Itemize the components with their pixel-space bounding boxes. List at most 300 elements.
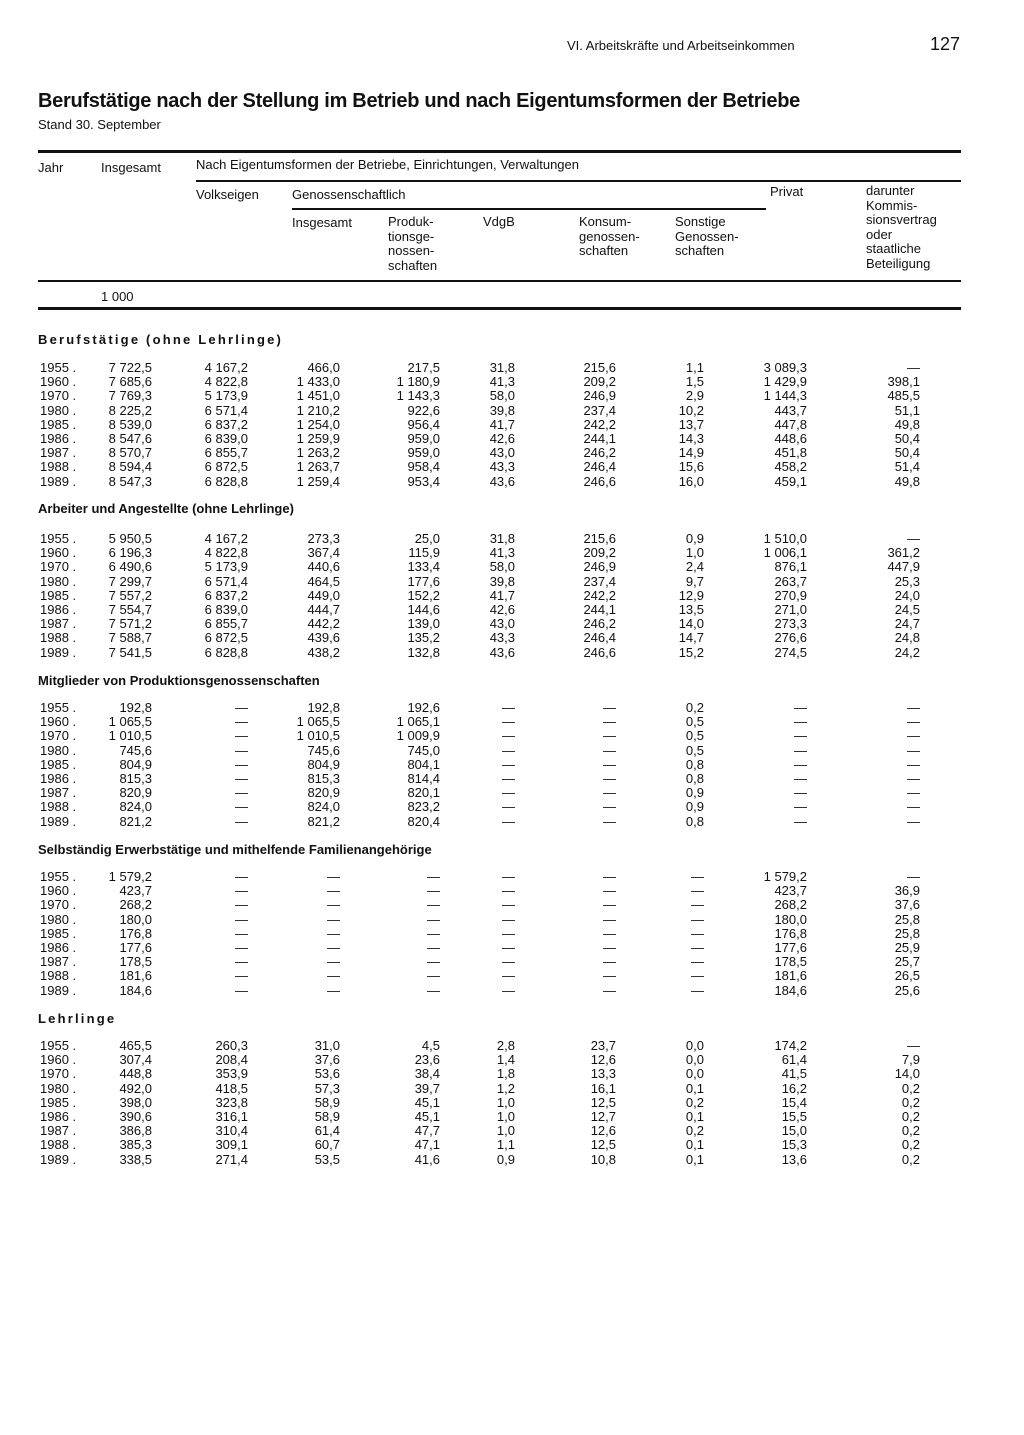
insgesamt-cell: 8 225,2 bbox=[108, 402, 152, 418]
produktion-cell: — bbox=[427, 869, 440, 884]
privat-cell: 15,0 bbox=[781, 1123, 807, 1139]
year-cell: 1980 . bbox=[40, 742, 77, 758]
kommission-cell: 25,3 bbox=[894, 573, 920, 589]
vdgb-cell: 1,1 bbox=[496, 1137, 515, 1153]
produktion-cell: 922,6 bbox=[407, 402, 440, 418]
insgesamt-cell: 745,6 bbox=[119, 742, 152, 758]
konsum-cell: — bbox=[603, 982, 616, 998]
year-cell: 1987 . bbox=[40, 616, 77, 632]
kommission-cell: 0,2 bbox=[901, 1137, 920, 1153]
konsum-cell: 23,7 bbox=[590, 1038, 616, 1053]
produktion-cell: 959,0 bbox=[407, 445, 440, 461]
gen-insgesamt-cell: 58,9 bbox=[314, 1109, 340, 1124]
year-cell: 1986 . bbox=[40, 940, 77, 955]
konsum-cell: — bbox=[603, 785, 616, 801]
vdgb-cell: 58,0 bbox=[489, 388, 515, 404]
volkseigen-cell: — bbox=[235, 968, 248, 984]
privat-cell: 13,6 bbox=[781, 1151, 807, 1167]
section-title: Selbständig Erwerbstätige und mithelfende Familienangehörige bbox=[38, 842, 432, 857]
sonstige-cell: 0,8 bbox=[685, 813, 704, 829]
year-cell: 1970 . bbox=[40, 559, 77, 575]
kommission-cell: 25,8 bbox=[894, 911, 920, 927]
gen-insgesamt-cell: 1 065,5 bbox=[296, 714, 340, 730]
col-header-privat: Privat bbox=[770, 184, 804, 199]
produktion-cell: 1 180,9 bbox=[396, 374, 440, 390]
sonstige-cell: 0,2 bbox=[685, 1123, 704, 1139]
insgesamt-cell: 492,0 bbox=[119, 1080, 152, 1096]
konsum-cell: 12,7 bbox=[590, 1109, 616, 1124]
eigentum-rule bbox=[196, 180, 961, 182]
volkseigen-cell: 6 828,8 bbox=[204, 473, 248, 489]
table-row bbox=[0, 1096, 1024, 1110]
year-cell: 1988 . bbox=[40, 630, 77, 646]
vdgb-cell: — bbox=[502, 940, 515, 955]
sonstige-cell: 0,0 bbox=[685, 1066, 704, 1082]
konsum-cell: 246,2 bbox=[583, 616, 616, 632]
year-cell: 1960 . bbox=[40, 714, 77, 730]
produktion-cell: 1 009,9 bbox=[396, 728, 440, 744]
vdgb-cell: 31,8 bbox=[489, 360, 515, 375]
volkseigen-cell: — bbox=[235, 742, 248, 758]
volkseigen-cell: 310,4 bbox=[215, 1123, 248, 1139]
kommission-cell: — bbox=[907, 1038, 920, 1053]
gen-insgesamt-cell: 31,0 bbox=[314, 1038, 340, 1053]
konsum-cell: — bbox=[603, 869, 616, 884]
kommission-cell: — bbox=[907, 813, 920, 829]
produktion-cell: 4,5 bbox=[421, 1038, 440, 1053]
volkseigen-cell: — bbox=[235, 714, 248, 730]
table-row bbox=[0, 631, 1024, 645]
sonstige-cell: 0,5 bbox=[685, 714, 704, 730]
vdgb-cell: — bbox=[502, 813, 515, 829]
gen-insgesamt-cell: 1 451,0 bbox=[296, 388, 340, 404]
produktion-cell: 45,1 bbox=[414, 1094, 440, 1110]
year-cell: 1960 . bbox=[40, 1052, 77, 1068]
kommission-cell: 485,5 bbox=[887, 388, 920, 404]
produktion-cell: 139,0 bbox=[407, 616, 440, 632]
produktion-cell: 41,6 bbox=[414, 1151, 440, 1167]
volkseigen-cell: — bbox=[235, 700, 248, 715]
page-title: Berufstätige nach der Stellung im Betrieb und nach Eigentumsformen der Betriebe bbox=[38, 90, 800, 112]
vdgb-cell: — bbox=[502, 785, 515, 801]
vdgb-cell: 42,6 bbox=[489, 602, 515, 617]
produktion-cell: 192,6 bbox=[407, 700, 440, 715]
sonstige-cell: 0,1 bbox=[685, 1109, 704, 1124]
gen-insgesamt-cell: 53,5 bbox=[314, 1151, 340, 1167]
gen-insgesamt-cell: — bbox=[327, 897, 340, 913]
vdgb-cell: 41,3 bbox=[489, 374, 515, 390]
sonstige-cell: — bbox=[691, 897, 704, 913]
kommission-cell: 0,2 bbox=[901, 1151, 920, 1167]
produktion-cell: 23,6 bbox=[414, 1052, 440, 1068]
gen-insgesamt-cell: 1 254,0 bbox=[296, 416, 340, 432]
produktion-cell: — bbox=[427, 968, 440, 984]
unit-label: 1 000 bbox=[101, 289, 134, 304]
table-row bbox=[0, 800, 1024, 814]
gen-insgesamt-cell: 1 433,0 bbox=[296, 374, 340, 390]
sonstige-cell: 0,1 bbox=[685, 1151, 704, 1167]
insgesamt-cell: 177,6 bbox=[119, 940, 152, 955]
konsum-cell: 242,2 bbox=[583, 587, 616, 603]
privat-cell: — bbox=[794, 742, 807, 758]
produktion-cell: 25,0 bbox=[414, 531, 440, 546]
gen-insgesamt-cell: 824,0 bbox=[307, 799, 340, 815]
insgesamt-cell: 307,4 bbox=[119, 1052, 152, 1068]
insgesamt-cell: 815,3 bbox=[119, 771, 152, 786]
kommission-cell: 25,8 bbox=[894, 925, 920, 941]
table-row bbox=[0, 898, 1024, 912]
produktion-cell: 115,9 bbox=[408, 545, 440, 561]
gen-insgesamt-cell: 53,6 bbox=[314, 1066, 340, 1082]
vdgb-cell: 31,8 bbox=[489, 531, 515, 546]
produktion-cell: 820,4 bbox=[407, 813, 440, 829]
volkseigen-cell: 316,1 bbox=[215, 1109, 248, 1124]
konsum-cell: 12,5 bbox=[590, 1094, 616, 1110]
sonstige-cell: 0,5 bbox=[685, 728, 704, 744]
sonstige-cell: — bbox=[691, 954, 704, 970]
table-row bbox=[0, 375, 1024, 389]
gen-insgesamt-cell: — bbox=[327, 982, 340, 998]
insgesamt-cell: 184,6 bbox=[119, 982, 152, 998]
privat-cell: 184,6 bbox=[774, 982, 807, 998]
vdgb-cell: 41,7 bbox=[489, 587, 515, 603]
table-row bbox=[0, 446, 1024, 460]
page-subtitle: Stand 30. September bbox=[38, 117, 161, 132]
page-number: 127 bbox=[930, 34, 961, 54]
produktion-cell: 177,6 bbox=[407, 573, 440, 589]
konsum-cell: 237,4 bbox=[583, 573, 616, 589]
konsum-cell: 246,6 bbox=[583, 473, 616, 489]
privat-cell: — bbox=[794, 714, 807, 730]
privat-cell: 270,9 bbox=[774, 587, 807, 603]
year-cell: 1955 . bbox=[40, 360, 77, 375]
year-cell: 1960 . bbox=[40, 374, 77, 390]
section-title: Mitglieder von Produktionsgenossenschaften bbox=[38, 673, 320, 688]
table-row bbox=[0, 1110, 1024, 1124]
gen-insgesamt-cell: 444,7 bbox=[307, 602, 340, 617]
year-cell: 1960 . bbox=[40, 545, 77, 561]
vdgb-cell: 41,7 bbox=[489, 416, 515, 432]
volkseigen-cell: 6 828,8 bbox=[204, 644, 248, 660]
sonstige-cell: — bbox=[691, 911, 704, 927]
gen-insgesamt-cell: 464,5 bbox=[307, 573, 340, 589]
privat-cell: 3 089,3 bbox=[763, 360, 807, 375]
year-cell: 1987 . bbox=[40, 1123, 77, 1139]
konsum-cell: 246,4 bbox=[583, 459, 616, 475]
sonstige-cell: 15,6 bbox=[678, 459, 704, 475]
kommission-cell: — bbox=[907, 771, 920, 786]
privat-cell: 177,6 bbox=[774, 940, 807, 955]
vdgb-cell: — bbox=[502, 771, 515, 786]
kommission-cell: — bbox=[907, 700, 920, 715]
volkseigen-cell: — bbox=[235, 940, 248, 955]
produktion-cell: — bbox=[427, 925, 440, 941]
gen-insgesamt-cell: 1 210,2 bbox=[296, 402, 340, 418]
vdgb-cell: 41,3 bbox=[489, 545, 515, 561]
table-row bbox=[0, 884, 1024, 898]
konsum-cell: — bbox=[603, 883, 616, 899]
kommission-cell: 24,2 bbox=[894, 644, 920, 660]
kommission-cell: — bbox=[907, 742, 920, 758]
produktion-cell: 823,2 bbox=[407, 799, 440, 815]
produktion-cell: 804,1 bbox=[407, 756, 440, 772]
vdgb-cell: 0,9 bbox=[496, 1151, 515, 1167]
kommission-cell: 361,2 bbox=[887, 545, 920, 561]
table-row bbox=[0, 758, 1024, 772]
sonstige-cell: 14,9 bbox=[678, 445, 704, 461]
sonstige-cell: 2,4 bbox=[685, 559, 704, 575]
sonstige-cell: 0,0 bbox=[685, 1038, 704, 1053]
konsum-cell: 246,2 bbox=[583, 445, 616, 461]
table-row bbox=[0, 546, 1024, 560]
insgesamt-cell: 821,2 bbox=[119, 813, 152, 829]
year-cell: 1985 . bbox=[40, 756, 77, 772]
insgesamt-cell: 7 571,2 bbox=[108, 616, 152, 632]
kommission-cell: 25,9 bbox=[894, 940, 920, 955]
gen-insgesamt-cell: 1 263,2 bbox=[296, 445, 340, 461]
col-header-eigentumsformen: Nach Eigentumsformen der Betriebe, Einrichtungen, Verwaltungen bbox=[196, 157, 579, 172]
konsum-cell: 215,6 bbox=[583, 360, 616, 375]
table-row bbox=[0, 603, 1024, 617]
kommission-cell: 36,9 bbox=[894, 883, 920, 899]
gen-insgesamt-cell: 1 010,5 bbox=[296, 728, 340, 744]
sonstige-cell: 0,9 bbox=[685, 785, 704, 801]
gen-insgesamt-cell: 821,2 bbox=[307, 813, 340, 829]
vdgb-cell: 1,8 bbox=[496, 1066, 515, 1082]
vdgb-cell: 43,0 bbox=[489, 616, 515, 632]
vdgb-cell: 1,0 bbox=[496, 1109, 515, 1124]
sonstige-cell: 14,0 bbox=[678, 616, 704, 632]
konsum-cell: 209,2 bbox=[583, 545, 616, 561]
insgesamt-cell: 268,2 bbox=[119, 897, 152, 913]
insgesamt-cell: 8 539,0 bbox=[108, 416, 152, 432]
produktion-cell: 820,1 bbox=[407, 785, 440, 801]
year-cell: 1985 . bbox=[40, 416, 77, 432]
sonstige-cell: 16,0 bbox=[678, 473, 704, 489]
volkseigen-cell: 353,9 bbox=[215, 1066, 248, 1082]
table-row bbox=[0, 532, 1024, 546]
konsum-cell: — bbox=[603, 940, 616, 955]
volkseigen-cell: 4 167,2 bbox=[204, 360, 248, 375]
table-row bbox=[0, 715, 1024, 729]
konsum-cell: — bbox=[603, 742, 616, 758]
privat-cell: 61,4 bbox=[781, 1052, 807, 1068]
sonstige-cell: 0,9 bbox=[685, 531, 704, 546]
insgesamt-cell: 7 299,7 bbox=[108, 573, 152, 589]
privat-cell: 178,5 bbox=[774, 954, 807, 970]
insgesamt-cell: 7 541,5 bbox=[108, 644, 152, 660]
produktion-cell: 959,0 bbox=[407, 431, 440, 446]
produktion-cell: 132,8 bbox=[407, 644, 440, 660]
insgesamt-cell: 338,5 bbox=[119, 1151, 152, 1167]
kommission-cell: — bbox=[907, 799, 920, 815]
privat-cell: 443,7 bbox=[774, 402, 807, 418]
volkseigen-cell: 6 872,5 bbox=[204, 459, 248, 475]
year-cell: 1989 . bbox=[40, 644, 77, 660]
table-row bbox=[0, 772, 1024, 786]
table-row bbox=[0, 361, 1024, 375]
insgesamt-cell: 7 588,7 bbox=[108, 630, 152, 646]
year-cell: 1980 . bbox=[40, 573, 77, 589]
insgesamt-cell: 804,9 bbox=[119, 756, 152, 772]
sonstige-cell: 15,2 bbox=[678, 644, 704, 660]
header-bottom-rule bbox=[38, 307, 961, 310]
kommission-cell: 7,9 bbox=[901, 1052, 920, 1068]
year-cell: 1987 . bbox=[40, 445, 77, 461]
volkseigen-cell: 418,5 bbox=[215, 1080, 248, 1096]
gen-insgesamt-cell: 192,8 bbox=[307, 700, 340, 715]
section-title: Arbeiter und Angestellte (ohne Lehrlinge) bbox=[38, 501, 294, 516]
volkseigen-cell: 4 167,2 bbox=[204, 531, 248, 546]
insgesamt-cell: 178,5 bbox=[119, 954, 152, 970]
sonstige-cell: 14,3 bbox=[678, 431, 704, 446]
privat-cell: 1 510,0 bbox=[763, 531, 807, 546]
sonstige-cell: — bbox=[691, 940, 704, 955]
table-row bbox=[0, 475, 1024, 489]
insgesamt-cell: 7 685,6 bbox=[108, 374, 152, 390]
table-row bbox=[0, 460, 1024, 474]
volkseigen-cell: 6 839,0 bbox=[204, 431, 248, 446]
insgesamt-cell: 192,8 bbox=[119, 700, 152, 715]
privat-cell: 458,2 bbox=[774, 459, 807, 475]
sonstige-cell: 1,1 bbox=[685, 360, 704, 375]
produktion-cell: — bbox=[427, 911, 440, 927]
insgesamt-cell: 7 769,3 bbox=[108, 388, 152, 404]
sonstige-cell: — bbox=[691, 869, 704, 884]
insgesamt-cell: 6 196,3 bbox=[108, 545, 152, 561]
kommission-cell: 51,1 bbox=[894, 402, 920, 418]
kommission-cell: — bbox=[907, 714, 920, 730]
konsum-cell: 244,1 bbox=[583, 431, 616, 446]
vdgb-cell: — bbox=[502, 925, 515, 941]
col-header-insgesamt: Insgesamt bbox=[101, 160, 161, 175]
col-header-genossenschaftlich: Genossenschaftlich bbox=[292, 187, 406, 202]
vdgb-cell: — bbox=[502, 954, 515, 970]
volkseigen-cell: 4 822,8 bbox=[204, 374, 248, 390]
kommission-cell: — bbox=[907, 869, 920, 884]
year-cell: 1987 . bbox=[40, 954, 77, 970]
table-row bbox=[0, 1082, 1024, 1096]
gen-insgesamt-cell: 1 263,7 bbox=[296, 459, 340, 475]
table-row bbox=[0, 955, 1024, 969]
konsum-cell: 12,5 bbox=[590, 1137, 616, 1153]
table-row bbox=[0, 1053, 1024, 1067]
sonstige-cell: 0,8 bbox=[685, 771, 704, 786]
privat-cell: 15,5 bbox=[781, 1109, 807, 1124]
vdgb-cell: — bbox=[502, 911, 515, 927]
produktion-cell: 135,2 bbox=[407, 630, 440, 646]
vdgb-cell: 42,6 bbox=[489, 431, 515, 446]
privat-cell: 423,7 bbox=[774, 883, 807, 899]
year-cell: 1955 . bbox=[40, 869, 77, 884]
insgesamt-cell: 7 554,7 bbox=[108, 602, 152, 617]
gen-insgesamt-cell: — bbox=[327, 954, 340, 970]
year-cell: 1986 . bbox=[40, 771, 77, 786]
privat-cell: 16,2 bbox=[781, 1080, 807, 1096]
volkseigen-cell: — bbox=[235, 799, 248, 815]
year-cell: 1985 . bbox=[40, 925, 77, 941]
produktion-cell: 39,7 bbox=[414, 1080, 440, 1096]
produktion-cell: — bbox=[427, 982, 440, 998]
kommission-cell: 0,2 bbox=[901, 1123, 920, 1139]
privat-cell: 274,5 bbox=[774, 644, 807, 660]
insgesamt-cell: 181,6 bbox=[119, 968, 152, 984]
year-cell: 1970 . bbox=[40, 728, 77, 744]
vdgb-cell: 43,6 bbox=[489, 644, 515, 660]
insgesamt-cell: 386,8 bbox=[119, 1123, 152, 1139]
insgesamt-cell: 1 065,5 bbox=[108, 714, 152, 730]
produktion-cell: 47,1 bbox=[414, 1137, 440, 1153]
privat-cell: — bbox=[794, 799, 807, 815]
produktion-cell: 814,4 bbox=[407, 771, 440, 786]
vdgb-cell: — bbox=[502, 714, 515, 730]
table-row bbox=[0, 701, 1024, 715]
year-cell: 1986 . bbox=[40, 1109, 77, 1124]
gen-insgesamt-cell: — bbox=[327, 968, 340, 984]
kommission-cell: 49,8 bbox=[894, 473, 920, 489]
vdgb-cell: 1,0 bbox=[496, 1094, 515, 1110]
volkseigen-cell: 208,4 bbox=[215, 1052, 248, 1068]
privat-cell: 176,8 bbox=[774, 925, 807, 941]
kommission-cell: 49,8 bbox=[894, 416, 920, 432]
konsum-cell: 246,9 bbox=[583, 559, 616, 575]
vdgb-cell: — bbox=[502, 883, 515, 899]
table-row bbox=[0, 941, 1024, 955]
volkseigen-cell: 5 173,9 bbox=[204, 388, 248, 404]
table-row bbox=[0, 984, 1024, 998]
gen-insgesamt-cell: 466,0 bbox=[307, 360, 340, 375]
insgesamt-cell: 8 594,4 bbox=[108, 459, 152, 475]
privat-cell: — bbox=[794, 771, 807, 786]
table-row bbox=[0, 1039, 1024, 1053]
produktion-cell: — bbox=[427, 940, 440, 955]
produktion-cell: — bbox=[427, 954, 440, 970]
volkseigen-cell: — bbox=[235, 728, 248, 744]
gen-insgesamt-cell: 804,9 bbox=[307, 756, 340, 772]
gen-insgesamt-cell: 449,0 bbox=[307, 587, 340, 603]
privat-cell: 273,3 bbox=[774, 616, 807, 632]
konsum-cell: 209,2 bbox=[583, 374, 616, 390]
gen-insgesamt-cell: — bbox=[327, 925, 340, 941]
konsum-cell: 242,2 bbox=[583, 416, 616, 432]
year-cell: 1987 . bbox=[40, 785, 77, 801]
unit-rule bbox=[38, 280, 961, 282]
gen-insgesamt-cell: — bbox=[327, 883, 340, 899]
vdgb-cell: — bbox=[502, 968, 515, 984]
sonstige-cell: 2,9 bbox=[685, 388, 704, 404]
running-head: VI. Arbeitskräfte und Arbeitseinkommen bbox=[567, 38, 795, 53]
sonstige-cell: 0,2 bbox=[685, 700, 704, 715]
konsum-cell: — bbox=[603, 968, 616, 984]
konsum-cell: — bbox=[603, 925, 616, 941]
privat-cell: 174,2 bbox=[774, 1038, 807, 1053]
vdgb-cell: — bbox=[502, 897, 515, 913]
vdgb-cell: — bbox=[502, 756, 515, 772]
produktion-cell: 45,1 bbox=[414, 1109, 440, 1124]
privat-cell: — bbox=[794, 785, 807, 801]
gen-insgesamt-cell: 815,3 bbox=[307, 771, 340, 786]
col-header-darunter: darunter Kommis- sionsvertrag oder staatliche Beteiligung bbox=[866, 183, 937, 271]
volkseigen-cell: 6 571,4 bbox=[204, 402, 248, 418]
insgesamt-cell: 465,5 bbox=[119, 1038, 152, 1053]
volkseigen-cell: — bbox=[235, 982, 248, 998]
volkseigen-cell: — bbox=[235, 883, 248, 899]
produktion-cell: 152,2 bbox=[407, 587, 440, 603]
volkseigen-cell: 6 837,2 bbox=[204, 416, 248, 432]
year-cell: 1970 . bbox=[40, 388, 77, 404]
konsum-cell: — bbox=[603, 714, 616, 730]
gen-insgesamt-cell: 820,9 bbox=[307, 785, 340, 801]
